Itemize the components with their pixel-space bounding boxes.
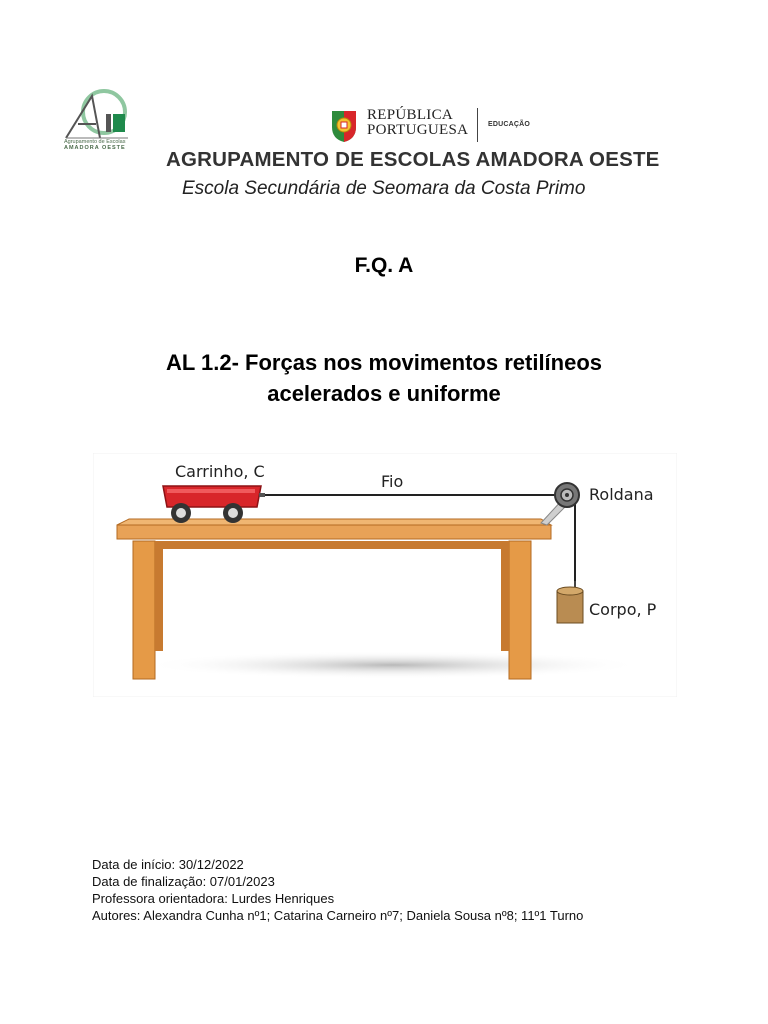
header-divider — [477, 108, 478, 142]
portuguese-emblem-icon — [330, 107, 358, 143]
report-title-line1: AL 1.2- Forças nos movimentos retilíneos — [165, 350, 603, 375]
ministry-label: EDUCAÇÃO — [488, 121, 531, 128]
experiment-figure — [93, 453, 677, 697]
republic-name-line2: PORTUGUESA — [367, 122, 469, 138]
cart-label: Carrinho, C — [175, 462, 265, 481]
start-date: Data de início: 30/12/2022 — [92, 857, 244, 872]
agrupamento-heading: AGRUPAMENTO DE ESCOLAS AMADORA OESTE — [166, 148, 660, 171]
teacher: Professora orientadora: Lurdes Henriques — [92, 891, 335, 906]
republic-name-line1: REPÚBLICA — [367, 107, 454, 123]
mass-label: Corpo, P — [589, 600, 657, 619]
subject-title: F.Q. A — [354, 254, 414, 277]
report-info — [92, 856, 583, 924]
floor-shadow — [143, 651, 643, 679]
school-logo-line1: Agrupamento de Escolas — [64, 139, 126, 145]
republic-name — [367, 108, 468, 138]
pulley-label: Roldana — [589, 485, 654, 504]
report-title-line2: acelerados e uniforme — [267, 381, 501, 406]
string-label: Fio — [381, 472, 404, 491]
school-logo-line2: AMADORA OESTE — [64, 145, 126, 151]
end-date: Data de finalização: 07/01/2023 — [92, 874, 275, 889]
authors: Autores: Alexandra Cunha nº1; Catarina Carneiro nº7; Daniela Sousa nº8; 11º1 Turno — [92, 908, 584, 923]
escola-heading: Escola Secundária de Seomara da Costa Primo — [182, 178, 586, 199]
report-title — [0, 347, 768, 409]
